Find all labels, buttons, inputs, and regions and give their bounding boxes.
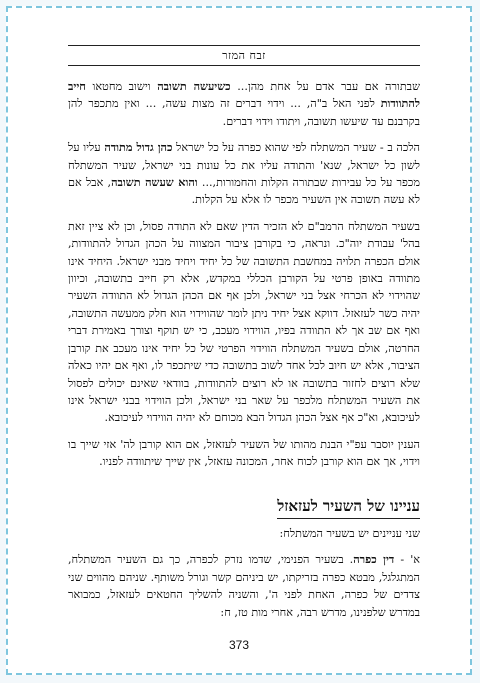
paragraph-4: הענין יוסבר עפ"י הבנת מהותו של השעיר לעזאזל, אם הוא קורבן לה' אזי שייך בו וידוי, אך אם הוא קורבן לכוח אחר, המכונה עזאזל, אין שייך שיתוודה לפניו. bbox=[68, 437, 420, 469]
para2-bold: כהן גדול מתודה bbox=[104, 140, 173, 155]
para1-text: וישוב מחטאו bbox=[85, 80, 158, 93]
paragraph-1 bbox=[68, 78, 420, 130]
para6-bold: דין כפרה bbox=[353, 552, 395, 567]
para2-text: עליו על לשון כל ישראל, שנא' והתודה עליו את כל עונות בני ישראל, שעיר המשתלח מכפר על כל עבירות שבתורה הקלות והחמורות,... bbox=[68, 141, 420, 190]
paragraph-2 bbox=[68, 139, 420, 209]
header-rule-top bbox=[68, 45, 420, 46]
paragraph-6 bbox=[68, 551, 420, 621]
page-body bbox=[68, 78, 420, 630]
para2-bold: והוא שעשה תשובה bbox=[111, 175, 198, 190]
para1-text: לפני האל ב"ה, ... וידוי דברים זה מצות עשה, ... ואין מתכפר להן בקרבנם עד שיעשו תשובה, ויתודו וידוי דברים. bbox=[68, 97, 420, 128]
running-header bbox=[68, 45, 420, 66]
running-header-title: זבח המזר bbox=[222, 49, 266, 62]
para1-bold: חייב להתוודות bbox=[68, 79, 420, 111]
section-title: עניינו של השעיר לעזאזל bbox=[277, 498, 420, 519]
book-page bbox=[8, 8, 470, 673]
para1-bold: כשיעשה תשובה bbox=[157, 79, 231, 93]
para6-text: א' - bbox=[394, 553, 421, 567]
page-number: 373 bbox=[228, 638, 250, 652]
paragraph-5: שני עניינים יש בשעיר המשתלח: bbox=[279, 526, 420, 540]
header-rule-bottom bbox=[68, 65, 420, 66]
paragraph-3: בשעיר המשתלח הרמב"ם לא הזכיר הדין שאם לא התודה פסול, וכן לא ציין זאת בהל' עבודת יוה"כ. ונראה, כי בקורבן ציבור המצווה על הכהן הגדול להתוודות, אולם הכפרה תלויה במחשבת התשובה של כל יחיד ויחיד מבני ישראל. היחיד אינו מתוודה באופן פרטי על הקורבן הכללי במקדש, אלא רק חייב בתשובה, וכיוון שהוידוי לא הכרחי אצל בני ישראל, ולכן אף אם הכהן הגדול לא התוודה השעיר יהיה כשר לעזאזל. דווקא אצל יחיד ניתן לומר שהווידוי הוא חלק ממעשה התשובה, ואף אם שב אך לא התוודה בפיו, הווידוי מעכב, כי יש תוקף וצורך באמירת דברי החרטה, אולם בשעיר המשתלח הווידוי הפרטי של כל יחיד אינו מעכב את קורבן הציבור, אלא יש חיוב לכל אחד לשוב בתשובה כדי שיתכפר לו, ואף אם יהיו כאלה שלא רוצים לחזור בתשובה או לא רוצים להתוודות, בוודאי שאינם יכולים לפסול את השעיר המשתלח מלכפר על שאר בני ישראל, ולכן הווידוי בבני ישראל אינו לעיכובא, וא"כ אף אצל הכהן הגדול הבא מכוחם לא יהיה הווידוי לעיכובא. bbox=[68, 219, 420, 425]
para1-text: שבתורה אם עבר אדם על אחת מהן... bbox=[230, 80, 420, 93]
para2-text: , אבל אם לא עשה תשובה אין השעיר מכפר לו אלא על הקלות. bbox=[68, 176, 420, 207]
para2-text: הלכה ב - שעיר המשתלח לפי שהוא כפרה על כל ישראל bbox=[172, 141, 420, 155]
para6-text: . בשעיר הפנימי, שדמו נזרק לכפרה, כך גם השעיר המשתלח, המתגלגל, מבטא כפרה בזריקתו, יש ביניהם קשר וגורל משותף. שניהם מהווים שני צדדים של כפרה, האחת לפני ה', והשניה להשליך החטאים לעזאזל, כמבואר במדרש שלפנינו, מדרש רבה, אחרי מות טז, ח: bbox=[68, 553, 420, 619]
